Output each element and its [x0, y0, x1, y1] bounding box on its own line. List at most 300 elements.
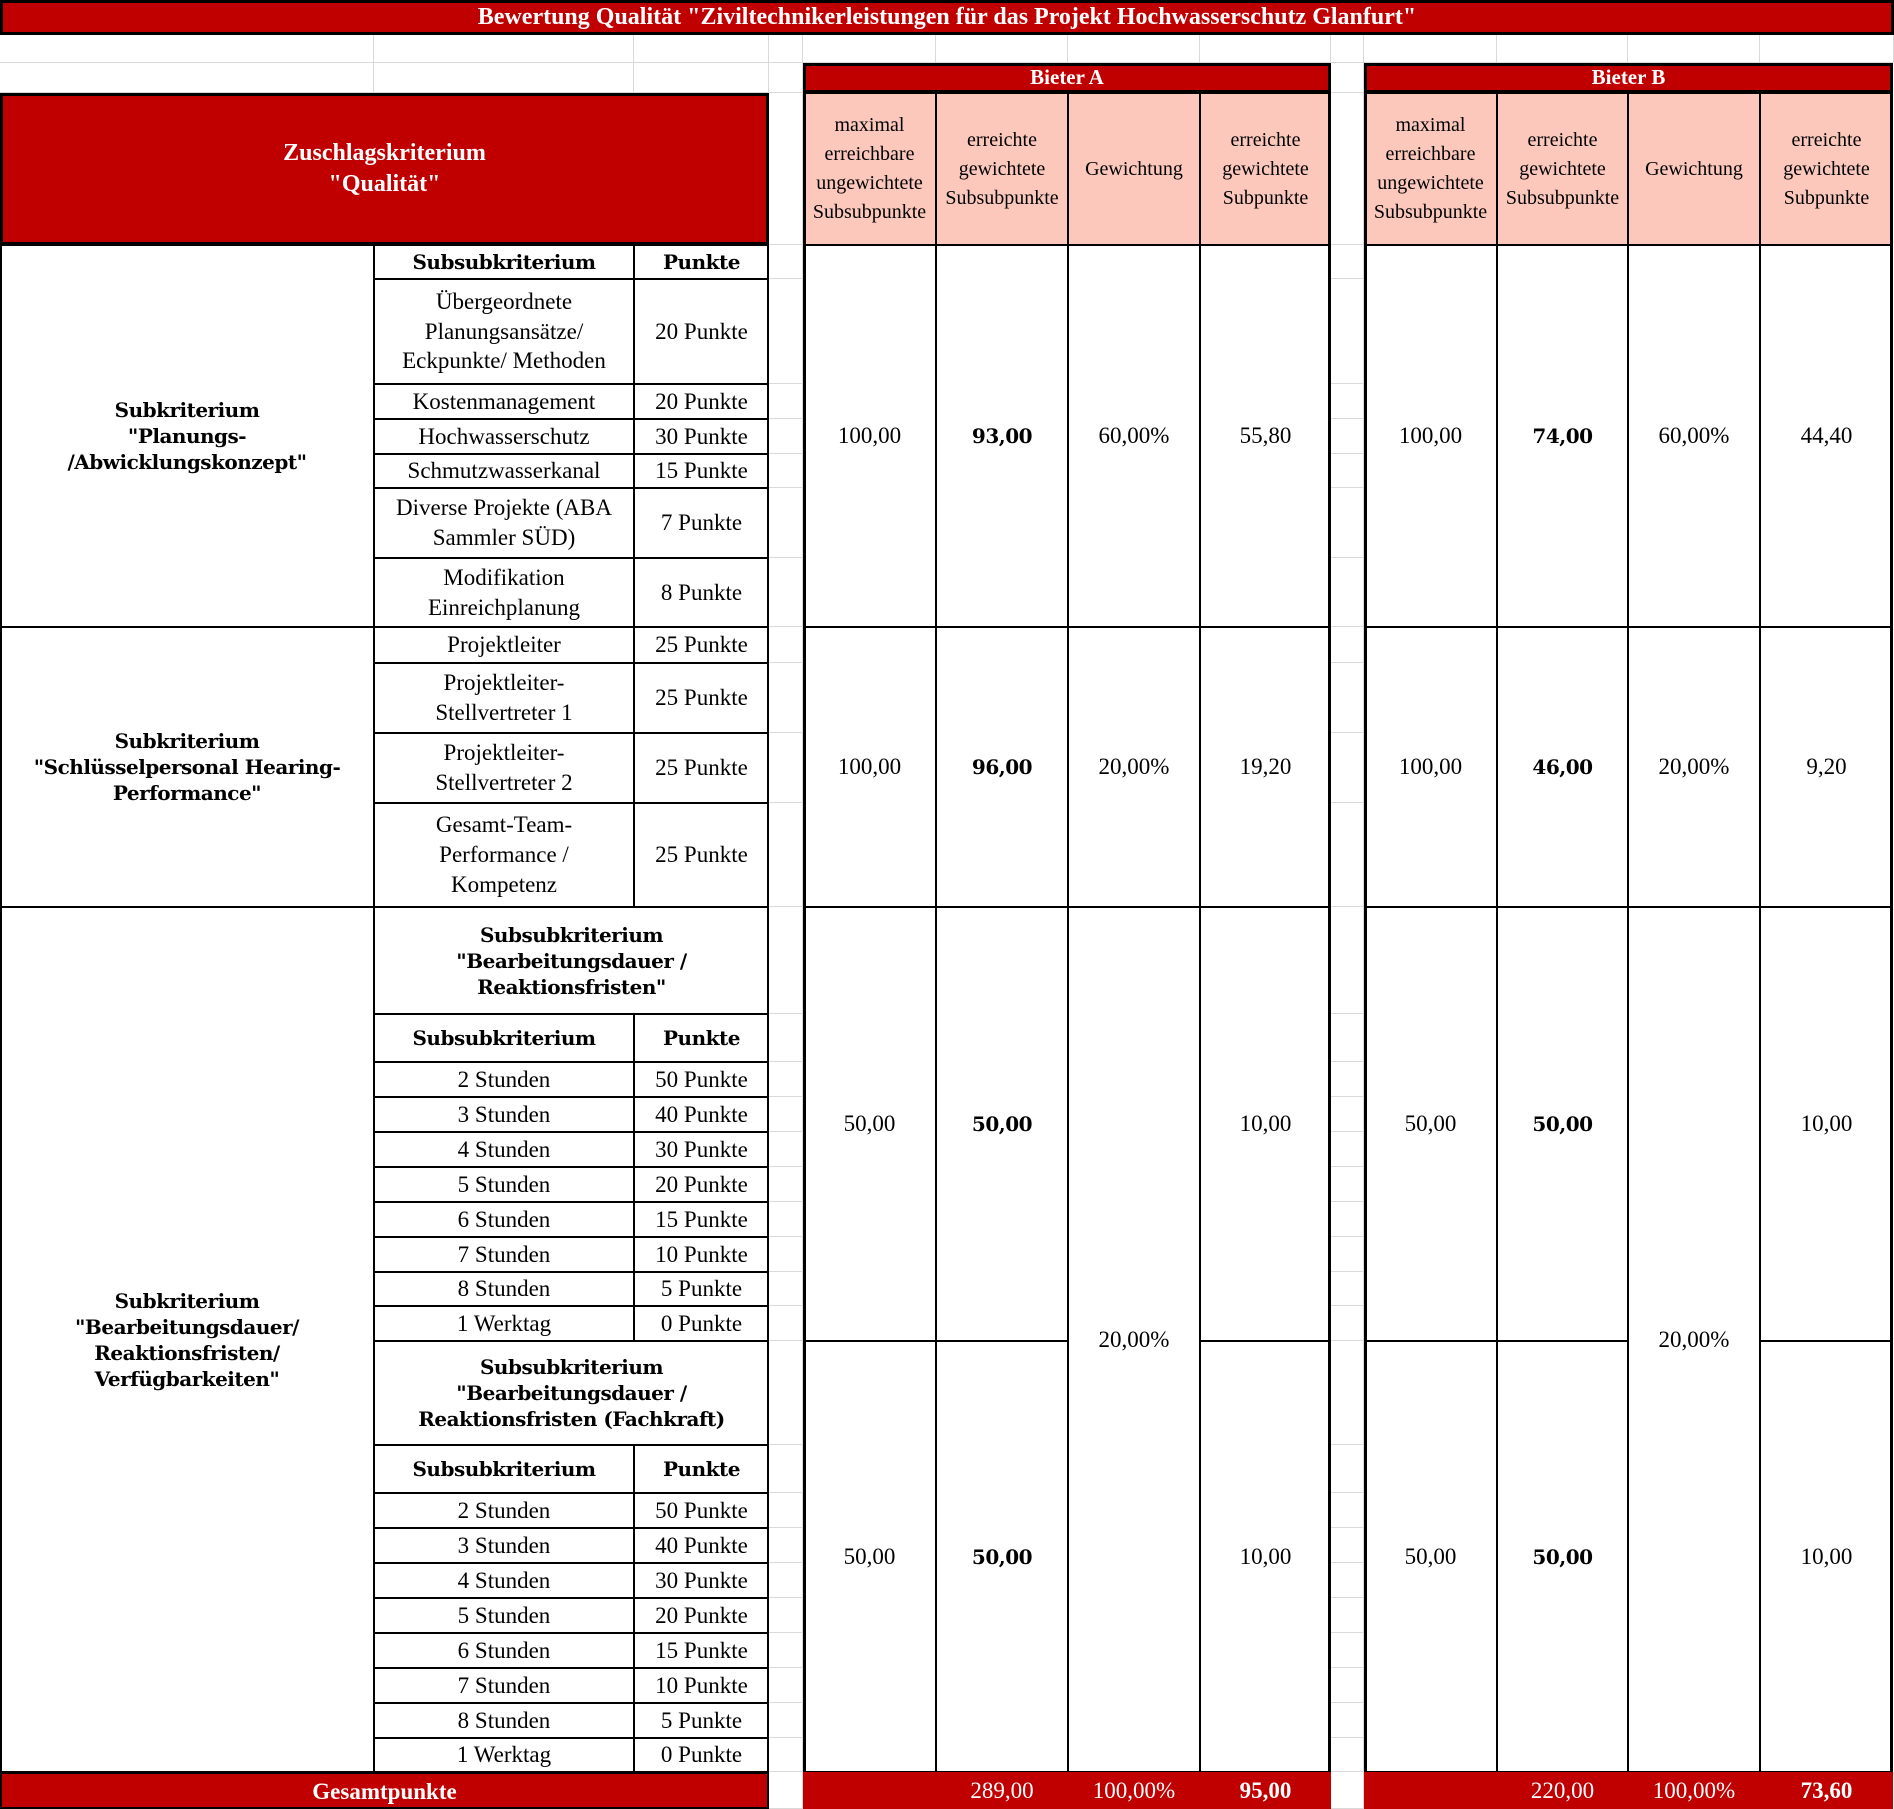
grid-cell[interactable] [769, 419, 803, 454]
points-header [634, 1445, 769, 1493]
grid-cell[interactable] [1331, 384, 1364, 419]
grid-cell[interactable] [769, 63, 803, 93]
grid-cell[interactable] [1331, 1341, 1364, 1445]
grid-cell[interactable] [769, 1493, 803, 1528]
subsub-points [634, 663, 769, 733]
grid-cell[interactable] [769, 1703, 803, 1738]
subpoints-cell-text: 10,00 [1239, 1543, 1292, 1569]
subpoints-cell [1200, 245, 1331, 627]
column-header [1068, 93, 1200, 245]
subsub-name-text: 8 Stunden [457, 1276, 551, 1302]
subsub-name-text: Gesamt-Team- Performance / Kompetenz [435, 812, 573, 897]
grid-cell[interactable] [1331, 1598, 1364, 1633]
subsub-name [374, 419, 634, 454]
weight-cell [1068, 627, 1200, 907]
total-weight-text: 100,00% [1652, 1777, 1736, 1803]
subcriterion-personnel [0, 627, 374, 907]
criterion-header-text: Zuschlagskriterium "Qualität" [283, 139, 486, 197]
grid-cell[interactable] [769, 1598, 803, 1633]
subsub-header [374, 1014, 634, 1062]
subsub-points-text: 15 Punkte [655, 1637, 748, 1663]
grid-cell[interactable] [1331, 419, 1364, 454]
subsub-points-text: 25 Punkte [655, 632, 748, 658]
subsub-points-text: 50 Punkte [655, 1066, 748, 1092]
grid-cell[interactable] [769, 803, 803, 907]
total-max [803, 1772, 936, 1809]
bidder-header-a [803, 63, 1331, 93]
subsub-points [634, 1132, 769, 1167]
max-points-cell [1364, 627, 1497, 907]
max-points-cell [803, 245, 936, 627]
subsub-points [634, 1668, 769, 1703]
grid-cell[interactable] [1331, 1202, 1364, 1237]
subsub-points [634, 1237, 769, 1272]
sheet-title-text: Bewertung Qualität "Ziviltechnikerleistungen für das Projekt Hochwasserschutz Glanfurt" [477, 3, 1417, 30]
grid-cell[interactable] [1331, 1528, 1364, 1563]
points-header [634, 1014, 769, 1062]
achieved-points-cell [936, 907, 1068, 1341]
subsub-points-text: 20 Punkte [655, 1602, 748, 1628]
total-achieved [1497, 1772, 1628, 1809]
subsub-name [374, 279, 634, 384]
subsub-points-text: 50 Punkte [655, 1497, 748, 1523]
grid-cell[interactable] [1331, 1014, 1364, 1062]
weight-cell [1628, 245, 1760, 627]
points-header [634, 245, 769, 279]
grid-cell[interactable] [769, 279, 803, 384]
subpoints-cell-text: 19,20 [1239, 754, 1292, 780]
subsub-points [634, 1167, 769, 1202]
subsub-points [634, 1563, 769, 1598]
weight-cell-text: 20,00% [1098, 754, 1170, 780]
grid-cell[interactable] [1331, 1493, 1364, 1528]
grid-cell[interactable] [374, 63, 634, 93]
grid-cell[interactable] [769, 1202, 803, 1237]
grid-cell[interactable] [1331, 245, 1364, 279]
grid-cell[interactable] [1331, 1097, 1364, 1132]
grid-cell[interactable] [1331, 488, 1364, 558]
points-header-text: Punkte [663, 1457, 740, 1481]
grid-cell[interactable] [1331, 279, 1364, 384]
column-header [1497, 93, 1628, 245]
column-header-text: Gewichtung [1645, 157, 1743, 180]
grid-cell[interactable] [1331, 803, 1364, 907]
subcriterion-planning-text: Subkriterium "Planungs- /Abwicklungskonzept" [67, 398, 307, 474]
total-subpoints [1200, 1772, 1331, 1809]
column-header-text: erreichte gewichtete Subsubpunkte [1505, 128, 1620, 209]
subsub-points-text: 40 Punkte [655, 1532, 748, 1558]
achieved-points-cell [936, 627, 1068, 907]
column-header [1364, 93, 1497, 245]
subsub-name [374, 1703, 634, 1738]
subsub-name-text: 3 Stunden [457, 1532, 551, 1558]
subsub-header-text: Subsubkriterium [412, 1026, 596, 1050]
column-header [803, 93, 936, 245]
grid-cell[interactable] [769, 1528, 803, 1563]
subsub-points-text: 20 Punkte [655, 388, 748, 414]
grid-cell[interactable] [634, 35, 769, 63]
weight-cell-text: 60,00% [1098, 423, 1170, 449]
grid-cell[interactable] [1331, 1772, 1364, 1809]
grid-cell[interactable] [936, 35, 1068, 63]
total-label-text: Gesamtpunkte [312, 1778, 457, 1804]
grid-cell[interactable] [1331, 454, 1364, 488]
subsub-name-text: 2 Stunden [457, 1066, 551, 1092]
achieved-points-cell [1497, 907, 1628, 1341]
weight-cell [1068, 907, 1200, 1772]
grid-cell[interactable] [1331, 733, 1364, 803]
total-weight [1068, 1772, 1200, 1809]
subsub-name-text: 5 Stunden [457, 1602, 551, 1628]
subsub-name-text: 7 Stunden [457, 1672, 551, 1698]
grid-cell[interactable] [374, 35, 634, 63]
subsub-points-text: 25 Punkte [655, 755, 748, 781]
subsub-name-text: 6 Stunden [457, 1637, 551, 1663]
subsub-name [374, 384, 634, 419]
subsub-name-text: 5 Stunden [457, 1171, 551, 1197]
grid-cell[interactable] [1331, 1633, 1364, 1668]
achieved-points-cell-text: 96,00 [971, 755, 1033, 779]
grid-cell[interactable] [769, 1132, 803, 1167]
max-points-cell-text: 100,00 [1398, 423, 1463, 449]
subsub-points-text: 10 Punkte [655, 1241, 748, 1267]
subsub-points [634, 1493, 769, 1528]
subsub-points [634, 733, 769, 803]
subsub-name [374, 1132, 634, 1167]
subpoints-cell [1200, 907, 1331, 1341]
grid-cell[interactable] [769, 558, 803, 627]
subpoints-cell-text: 44,40 [1800, 423, 1853, 449]
grid-cell[interactable] [769, 488, 803, 558]
achieved-points-cell-text: 50,00 [1532, 1112, 1593, 1136]
total-achieved-text: 289,00 [970, 1777, 1034, 1803]
achieved-points-cell-text: 50,00 [971, 1544, 1033, 1569]
subsub-name [374, 663, 634, 733]
grid-cell[interactable] [1760, 35, 1894, 63]
subpoints-cell-text: 55,80 [1239, 423, 1292, 449]
max-points-cell [1364, 907, 1497, 1341]
grid-cell[interactable] [1628, 35, 1760, 63]
grid-cell[interactable] [1331, 558, 1364, 627]
subsub-name-text: Kostenmanagement [412, 388, 596, 414]
total-achieved-text: 220,00 [1530, 1777, 1595, 1803]
subsub-points [634, 803, 769, 907]
grid-cell[interactable] [769, 93, 803, 245]
achieved-points-cell [1497, 627, 1628, 907]
subsub-name [374, 454, 634, 488]
subsub-points [634, 1306, 769, 1341]
grid-cell[interactable] [1331, 1306, 1364, 1341]
subsub-name-text: Hochwasserschutz [418, 423, 590, 449]
subsub-name-text: 7 Stunden [457, 1241, 551, 1267]
subsub-points-text: 7 Punkte [660, 510, 743, 536]
total-weight [1628, 1772, 1760, 1809]
subsub-name-text: Projektleiter [447, 632, 561, 658]
subsub-points-text: 8 Punkte [660, 579, 743, 605]
column-header [936, 93, 1068, 245]
grid-cell[interactable] [769, 1237, 803, 1272]
subsub-name [374, 627, 634, 663]
grid-cell[interactable] [0, 35, 374, 63]
achieved-points-cell [1497, 1341, 1628, 1772]
subsub-name-text: Schmutzwasserkanal [407, 458, 601, 484]
subsub-points-text: 20 Punkte [655, 1171, 748, 1197]
subpoints-cell [1760, 1341, 1893, 1772]
subsub-block-title-text: Subsubkriterium "Bearbeitungsdauer / Reaktionsfristen" [456, 922, 687, 999]
max-points-cell [803, 627, 936, 907]
subsub-name [374, 1306, 634, 1341]
subpoints-cell-text: 10,00 [1800, 1543, 1853, 1569]
grid-cell[interactable] [769, 1668, 803, 1703]
column-header [1760, 93, 1893, 245]
column-header [1628, 93, 1760, 245]
subpoints-cell [1760, 245, 1893, 627]
subsub-points-text: 0 Punkte [660, 1310, 743, 1336]
total-subpoints-text: 73,60 [1800, 1777, 1853, 1803]
grid-cell[interactable] [769, 454, 803, 488]
subsub-name [374, 1563, 634, 1598]
subsub-name [374, 1272, 634, 1306]
bidder-header-b [1364, 63, 1893, 93]
grid-cell[interactable] [769, 1633, 803, 1668]
max-points-cell-text: 100,00 [1398, 754, 1463, 780]
subpoints-cell [1760, 907, 1893, 1341]
subsub-points [634, 1598, 769, 1633]
weight-cell-text: 20,00% [1098, 1326, 1170, 1352]
subsub-name [374, 1062, 634, 1097]
max-points-cell-text: 50,00 [843, 1111, 896, 1137]
max-points-cell-text: 50,00 [1404, 1111, 1457, 1137]
grid-cell[interactable] [769, 1445, 803, 1493]
subpoints-cell [1760, 627, 1893, 907]
weight-cell-text: 60,00% [1658, 423, 1730, 449]
subsub-points [634, 1097, 769, 1132]
column-header-text: erreichte gewichtete Subpunkte [1783, 128, 1870, 209]
bidder-header-b-text: Bieter B [1591, 65, 1666, 90]
subcriterion-response-times-text: Subkriterium "Bearbeitungsdauer/ Reaktionsfristen/ Verfügbarkeiten" [75, 1288, 299, 1391]
grid-cell[interactable] [1331, 627, 1364, 663]
grid-cell[interactable] [769, 1097, 803, 1132]
grid-cell[interactable] [1331, 907, 1364, 1014]
total-achieved [936, 1772, 1068, 1809]
bidder-header-a-text: Bieter A [1030, 65, 1104, 90]
subcriterion-planning [0, 245, 374, 627]
points-header-text: Punkte [663, 250, 740, 274]
subsub-block-title-text: Subsubkriterium "Bearbeitungsdauer / Reaktionsfristen (Fachkraft) [418, 1355, 725, 1431]
max-points-cell [803, 1341, 936, 1772]
grid-cell[interactable] [769, 627, 803, 663]
subcriterion-personnel-text: Subkriterium "Schlüsselpersonal Hearing- Performance" [33, 729, 341, 805]
achieved-points-cell-text: 50,00 [971, 1112, 1033, 1136]
subsub-name-text: 8 Stunden [457, 1707, 551, 1733]
subsub-points [634, 627, 769, 663]
grid-cell[interactable] [1331, 1237, 1364, 1272]
subsub-name [374, 1633, 634, 1668]
total-label [0, 1772, 769, 1809]
subsub-points [634, 1272, 769, 1306]
subsub-points [634, 384, 769, 419]
max-points-cell [1364, 1341, 1497, 1772]
subsub-points-text: 25 Punkte [655, 685, 748, 711]
grid-cell[interactable] [769, 1563, 803, 1598]
grid-cell[interactable] [1331, 1272, 1364, 1306]
criterion-header [0, 93, 769, 245]
grid-cell[interactable] [769, 733, 803, 803]
subsub-name [374, 1237, 634, 1272]
subsub-name-text: 4 Stunden [457, 1567, 551, 1593]
subsub-points [634, 488, 769, 558]
subsub-header [374, 245, 634, 279]
weight-cell [1068, 245, 1200, 627]
weight-cell-text: 20,00% [1658, 1326, 1730, 1352]
grid-cell[interactable] [769, 907, 803, 1014]
grid-cell[interactable] [769, 245, 803, 279]
grid-cell[interactable] [769, 1272, 803, 1306]
grid-cell[interactable] [1331, 1668, 1364, 1703]
subpoints-cell [1200, 1341, 1331, 1772]
subsub-points-text: 15 Punkte [655, 1206, 748, 1232]
subsub-header [374, 1445, 634, 1493]
subpoints-cell [1200, 627, 1331, 907]
grid-cell[interactable] [1331, 93, 1364, 245]
achieved-points-cell-text: 46,00 [1532, 755, 1593, 779]
grid-cell[interactable] [769, 1062, 803, 1097]
max-points-cell-text: 50,00 [1404, 1543, 1457, 1569]
subsub-points [634, 1738, 769, 1772]
subsub-name [374, 1097, 634, 1132]
grid-cell[interactable] [1068, 35, 1200, 63]
subsub-name [374, 1598, 634, 1633]
column-header [1200, 93, 1331, 245]
achieved-points-cell-text: 50,00 [1532, 1544, 1593, 1569]
column-header-text: erreichte gewichtete Subsubpunkte [945, 128, 1059, 209]
grid-cell[interactable] [1200, 35, 1331, 63]
subsub-name-text: 4 Stunden [457, 1136, 551, 1162]
column-header-text: Gewichtung [1085, 157, 1183, 180]
grid-cell[interactable] [769, 384, 803, 419]
grid-cell[interactable] [769, 1738, 803, 1772]
grid-cell[interactable] [1331, 663, 1364, 733]
grid-cell[interactable] [1331, 1062, 1364, 1097]
achieved-points-cell-text: 93,00 [971, 424, 1033, 448]
subsub-points-text: 5 Punkte [660, 1276, 743, 1302]
subsub-name [374, 488, 634, 558]
grid-cell[interactable] [769, 1167, 803, 1202]
achieved-points-cell [936, 1341, 1068, 1772]
max-points-cell [1364, 245, 1497, 627]
subsub-points [634, 1633, 769, 1668]
subsub-name-text: Projektleiter- Stellvertreter 2 [435, 740, 573, 795]
subsub-points-text: 10 Punkte [655, 1672, 748, 1698]
subsub-points [634, 1703, 769, 1738]
grid-cell[interactable] [769, 663, 803, 733]
grid-cell[interactable] [769, 35, 803, 63]
max-points-cell-text: 100,00 [837, 754, 902, 780]
grid-cell[interactable] [803, 35, 936, 63]
subsub-name [374, 1493, 634, 1528]
subsub-block-title [374, 1341, 769, 1445]
grid-cell[interactable] [1331, 1132, 1364, 1167]
subsub-name-text: 1 Werktag [456, 1310, 552, 1336]
subsub-points [634, 558, 769, 627]
sheet-title [0, 0, 1894, 35]
grid-cell[interactable] [1497, 35, 1628, 63]
grid-cell[interactable] [1331, 1445, 1364, 1493]
achieved-points-cell [936, 245, 1068, 627]
column-header-text: erreichte gewichtete Subpunkte [1222, 128, 1309, 209]
subsub-name [374, 1668, 634, 1703]
subsub-points-text: 20 Punkte [655, 318, 748, 344]
subsub-name-text: Diverse Projekte (ABA Sammler SÜD) [396, 495, 612, 550]
grid-cell[interactable] [1331, 63, 1364, 93]
max-points-cell-text: 50,00 [843, 1543, 896, 1569]
subsub-points-text: 5 Punkte [660, 1707, 743, 1733]
grid-cell[interactable] [769, 1341, 803, 1445]
subsub-name [374, 1167, 634, 1202]
subsub-points-text: 40 Punkte [655, 1101, 748, 1127]
subsub-points-text: 0 Punkte [660, 1742, 743, 1768]
subsub-header-text: Subsubkriterium [412, 250, 596, 274]
max-points-cell [803, 907, 936, 1341]
subsub-points [634, 419, 769, 454]
subsub-name-text: 6 Stunden [457, 1206, 551, 1232]
grid-cell[interactable] [1331, 35, 1364, 63]
subsub-points-text: 25 Punkte [655, 842, 748, 868]
total-subpoints [1760, 1772, 1893, 1809]
subsub-name [374, 1528, 634, 1563]
weight-cell [1628, 907, 1760, 1772]
subsub-points [634, 1528, 769, 1563]
grid-cell[interactable] [769, 1772, 803, 1809]
grid-cell[interactable] [1331, 1167, 1364, 1202]
grid-cell[interactable] [1331, 1738, 1364, 1772]
subsub-name [374, 1202, 634, 1237]
achieved-points-cell-text: 74,00 [1532, 424, 1593, 448]
subsub-header-text: Subsubkriterium [412, 1457, 596, 1481]
grid-cell[interactable] [769, 1306, 803, 1341]
subsub-points-text: 15 Punkte [655, 458, 748, 484]
subsub-name [374, 733, 634, 803]
subsub-name-text: 2 Stunden [457, 1497, 551, 1523]
grid-cell[interactable] [769, 1014, 803, 1062]
weight-cell [1628, 627, 1760, 907]
subsub-name [374, 1738, 634, 1772]
subsub-name [374, 803, 634, 907]
subsub-points-text: 30 Punkte [655, 1567, 748, 1593]
subsub-name [374, 558, 634, 627]
grid-cell[interactable] [634, 63, 769, 93]
subsub-name-text: 3 Stunden [457, 1101, 551, 1127]
subsub-points [634, 454, 769, 488]
points-header-text: Punkte [663, 1026, 740, 1050]
subcriterion-response-times [0, 907, 374, 1772]
max-points-cell-text: 100,00 [837, 423, 902, 449]
grid-cell[interactable] [0, 63, 374, 93]
grid-cell[interactable] [1331, 1563, 1364, 1598]
grid-cell[interactable] [1331, 1703, 1364, 1738]
column-header-text: maximal erreichbare ungewichtete Subsubpunkte [1373, 114, 1488, 223]
grid-cell[interactable] [1364, 35, 1497, 63]
subsub-points-text: 30 Punkte [655, 1136, 748, 1162]
total-subpoints-text: 95,00 [1239, 1777, 1292, 1803]
subpoints-cell-text: 10,00 [1239, 1111, 1292, 1137]
achieved-points-cell [1497, 245, 1628, 627]
total-weight-text: 100,00% [1092, 1777, 1176, 1803]
subsub-name-text: 1 Werktag [456, 1742, 552, 1768]
weight-cell-text: 20,00% [1658, 754, 1730, 780]
subpoints-cell-text: 9,20 [1806, 754, 1847, 780]
subsub-points [634, 279, 769, 384]
